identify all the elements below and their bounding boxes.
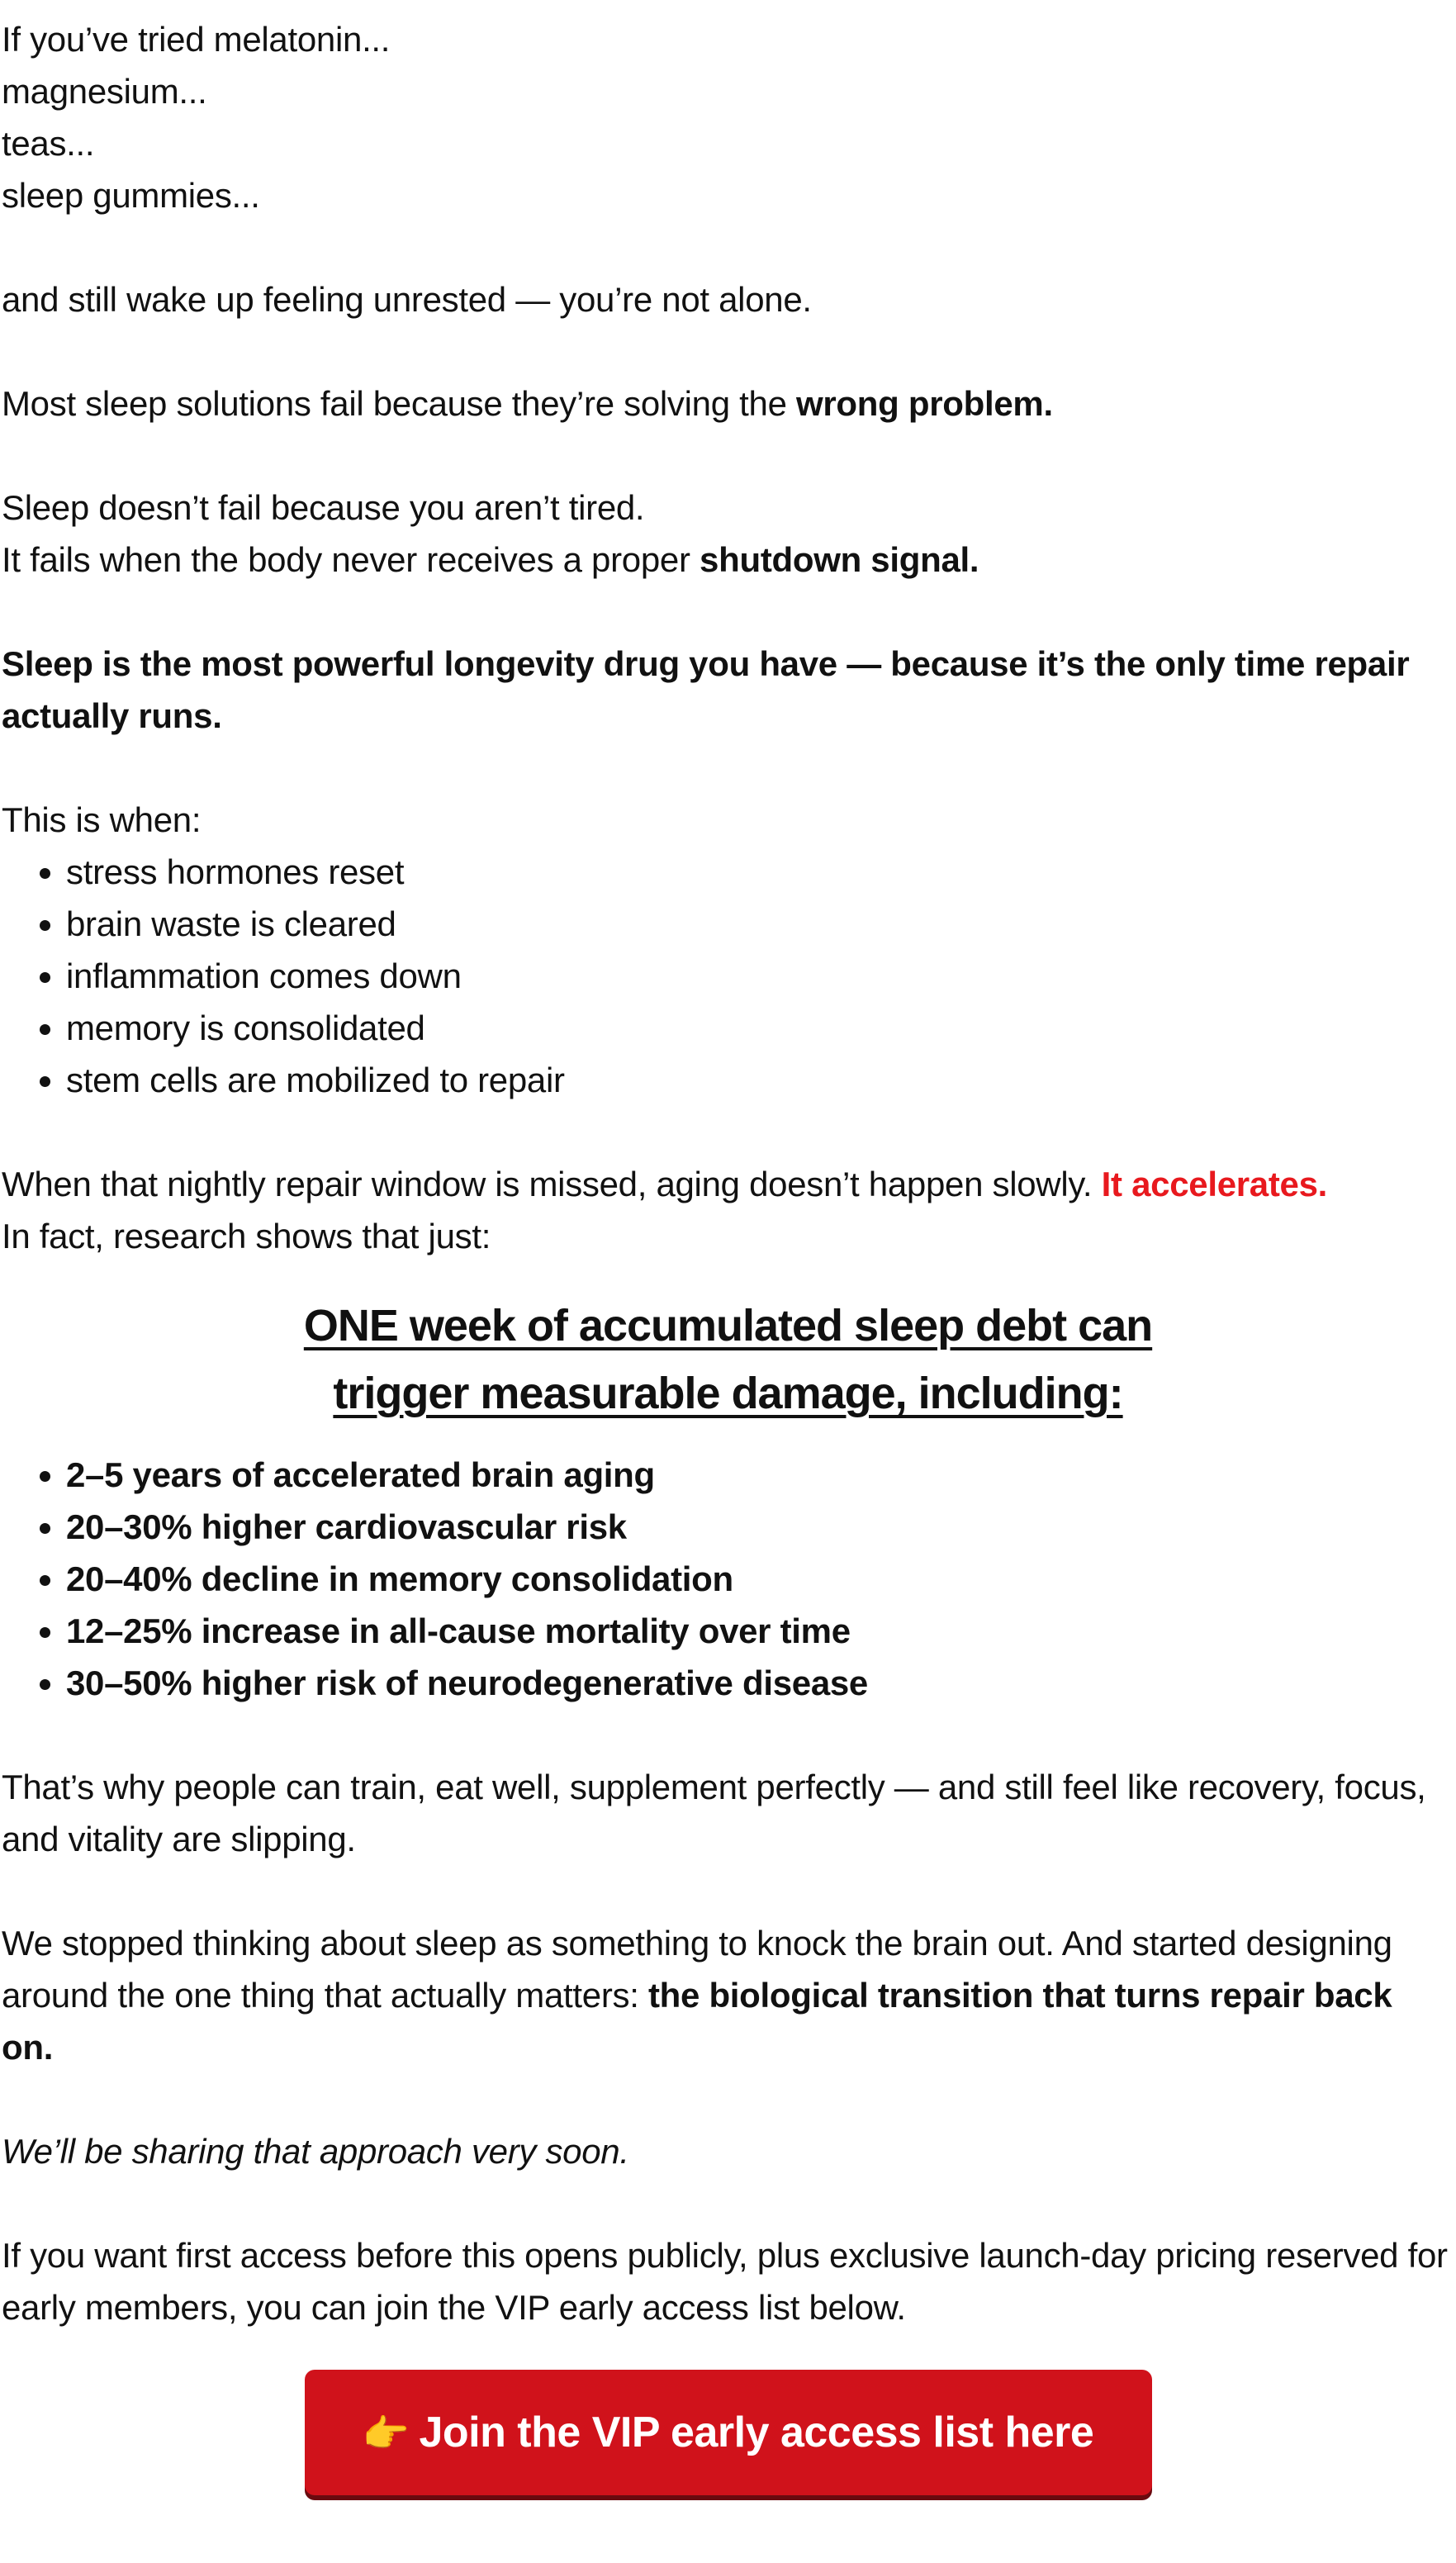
list-item: • 20–40% decline in memory consolidation [66,1553,1451,1605]
headline-line-2: trigger measurable damage, including: [333,1369,1123,1418]
paragraph-sharing-soon: We’ll be sharing that approach very soon. [2,2132,629,2171]
join-vip-button[interactable] [305,2370,1152,2495]
paragraph-train-eat: That’s why people can train, eat well, supplement perfectly — and still feel like recovery, focus, and vitality are slipping. [2,1768,1426,1858]
list-item: • memory is consolidated [66,1002,1451,1054]
this-is-when-label: This is when: [2,800,202,839]
backhand-pointing-right-icon: 👉 [362,2412,410,2455]
list-item: • 2–5 years of accelerated brain aging [66,1449,1451,1501]
wrong-problem-bold: wrong problem. [796,384,1053,423]
intro-line-magnesium: magnesium... [2,72,207,111]
paragraph-stopped-thinking [2,1917,1451,2073]
list-item: • inflammation comes down [66,950,1451,1002]
paragraph-wrong-problem [2,377,1451,430]
biological-transition-bold: the biological transition that turns repair back on. [2,1976,1392,2067]
join-vip-label: Join the VIP early access list here [419,2409,1094,2456]
list-item: • stress hormones reset [66,846,1451,898]
list-item: • 30–50% higher risk of neurodegenerative disease [66,1657,1451,1709]
accelerates-highlight: It accelerates. [1101,1165,1328,1203]
shutdown-bold: shutdown signal. [700,540,979,579]
longevity-bold: Sleep is the most powerful longevity drug you have — because it’s the only time repair actually runs. [2,644,1410,735]
headline-sleep-debt [0,1292,1456,1427]
list-item: • stem cells are mobilized to repair [66,1054,1451,1106]
intro-line-gummies: sleep gummies... [2,176,260,215]
content-column [0,0,1451,1262]
content-column-2 [0,1449,1451,2333]
paragraph-shutdown-signal [2,534,1451,586]
shutdown-text: It fails when the body never receives a proper [2,540,700,579]
list-item: • 20–30% higher cardiovascular risk [66,1501,1451,1553]
intro-line-teas: teas... [2,124,95,163]
list-item: • brain waste is cleared [66,898,1451,950]
paragraph-unrested: and still wake up feeling unrested — you’re not alone. [2,280,812,319]
paragraph-longevity [2,638,1451,742]
stopped-thinking-text: We stopped thinking about sleep as something to knock the brain out. And started designing around the one thing that actually matters: [2,1924,1392,2015]
paragraph-not-tired: Sleep doesn’t fail because you aren’t tired. [2,488,645,527]
damage-stats-list [2,1449,1451,1709]
wrong-problem-text: Most sleep solutions fail because they’re solving the [2,384,797,423]
intro-line-melatonin: If you’ve tried melatonin... [2,20,391,59]
paragraph-repair-window [2,1158,1451,1210]
paragraph-research: In fact, research shows that just: [2,1217,491,1255]
paragraph-first-access: If you want first access before this opens publicly, plus exclusive launch-day pricing reserved for early members, you can join the VIP early access list below. [2,2236,1448,2327]
repair-list [2,846,1451,1106]
cta-container [0,2370,1456,2495]
repair-window-text: When that nightly repair window is missed, aging doesn’t happen slowly. [2,1165,1102,1203]
headline-line-1: ONE week of accumulated sleep debt can [303,1301,1153,1350]
list-item: • 12–25% increase in all-cause mortality over time [66,1605,1451,1657]
